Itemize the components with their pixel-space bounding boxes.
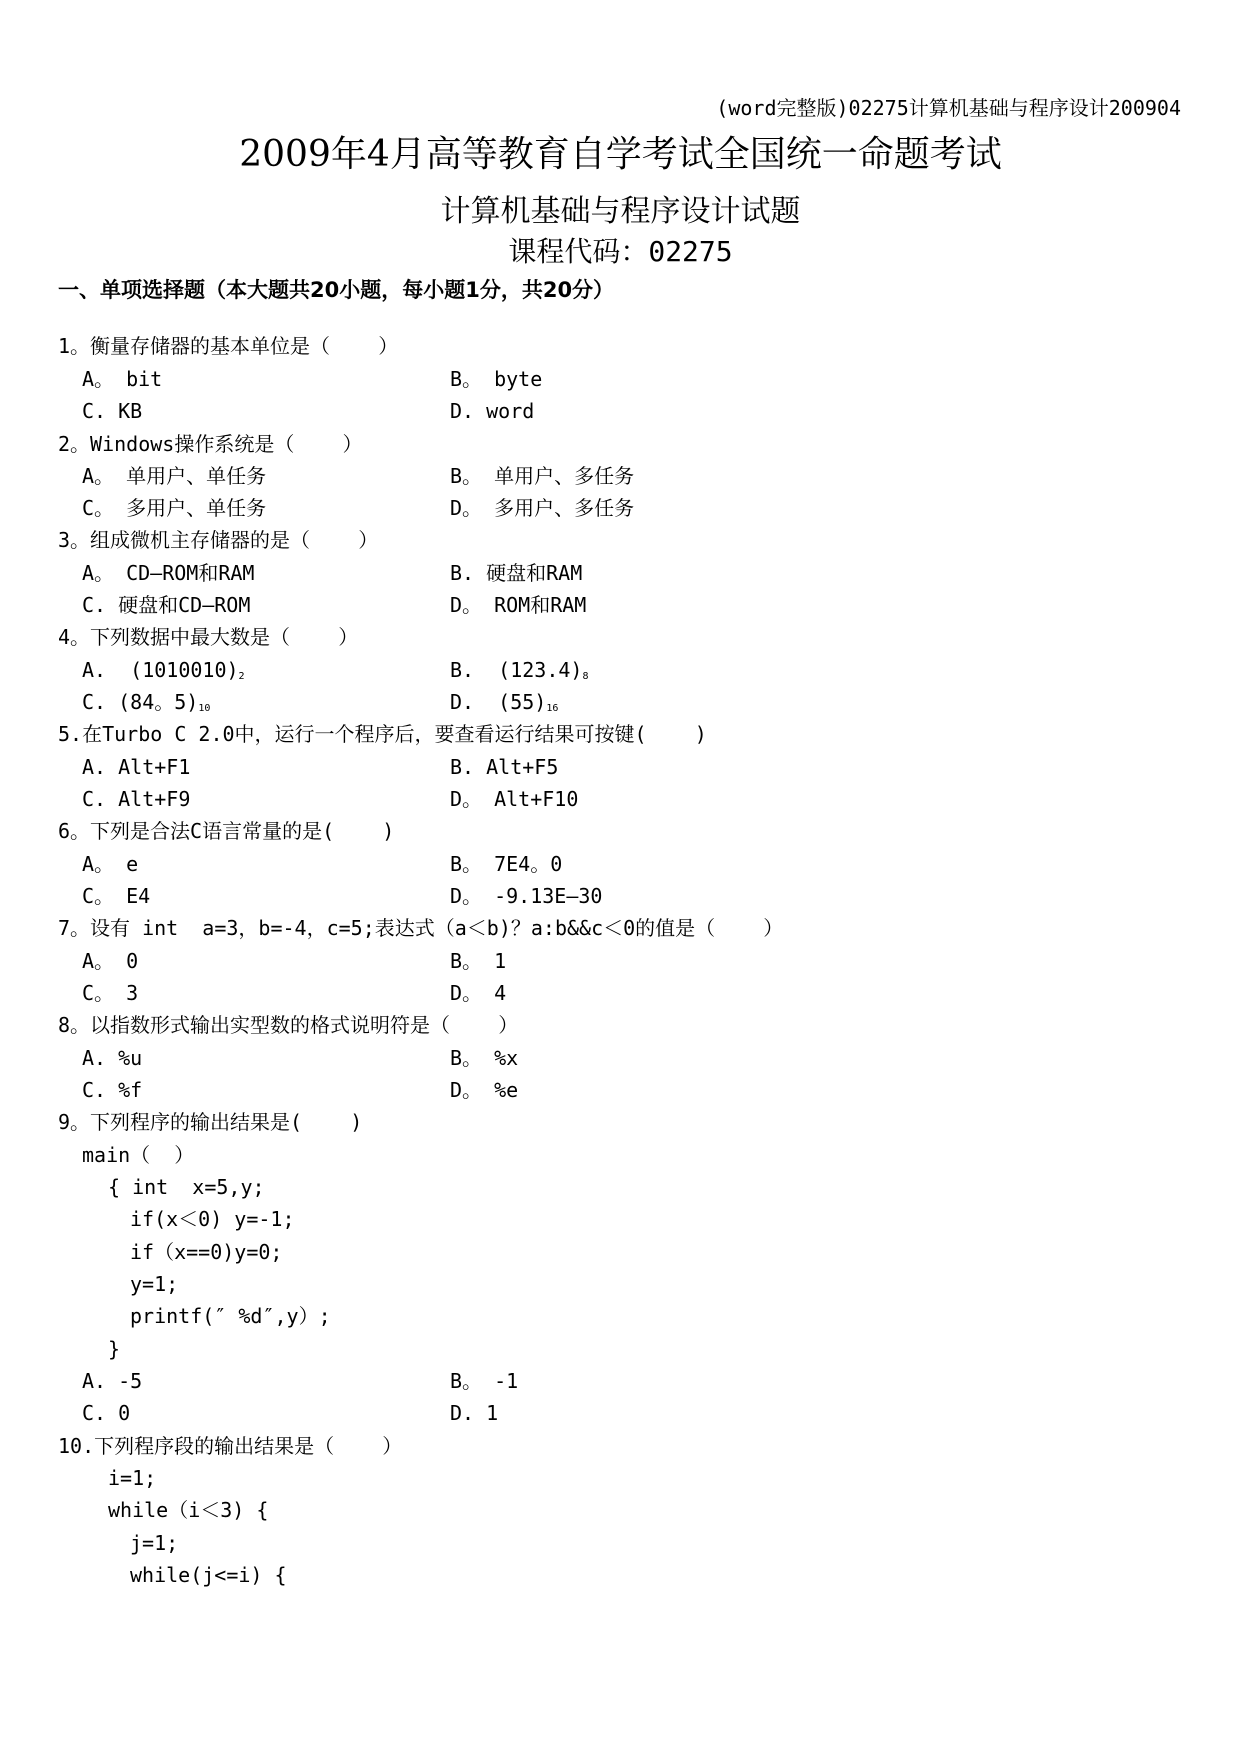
section-heading: 一、单项选择题（本大题共20小题，每小题1分，共20分） — [58, 278, 615, 302]
question-stem: 4。下列数据中最大数是（ ） — [58, 625, 359, 649]
option-b: B。 %x — [450, 1046, 519, 1070]
option-c: C。 E4 — [82, 884, 151, 908]
document-header-label: (word完整版)02275计算机基础与程序设计200904 — [716, 96, 1181, 120]
option-d-value: D. (55) — [450, 690, 547, 714]
option-d — [450, 692, 558, 714]
option-c: C. %f — [82, 1078, 143, 1102]
option-a-value: A. (1010010) — [82, 658, 239, 682]
option-d: D。 4 — [450, 981, 507, 1005]
question-stem: 5.在Turbo C 2.0中，运行一个程序后，要查看运行结果可按键( ) — [58, 722, 707, 746]
code-line: i=1; — [108, 1466, 157, 1490]
option-b: B。 7E4。0 — [450, 852, 563, 876]
option-a: A。 CD—ROM和RAM — [82, 561, 255, 585]
option-b: B. 硬盘和RAM — [450, 561, 583, 585]
subject-title: 计算机基础与程序设计试题 — [440, 194, 801, 229]
question-stem: 10.下列程序段的输出结果是（ ） — [58, 1434, 403, 1458]
option-a: A. -5 — [82, 1369, 143, 1393]
option-d: D。 Alt+F10 — [450, 787, 579, 811]
option-d: D。 %e — [450, 1078, 519, 1102]
base-subscript: 16 — [546, 703, 559, 714]
code-line: if(x＜0) y=-1; — [130, 1207, 295, 1231]
question-stem: 1。衡量存储器的基本单位是（ ） — [58, 334, 399, 358]
base-subscript: 2 — [238, 671, 245, 682]
option-d: D. word — [450, 399, 535, 423]
option-d: D。 -9.13E—30 — [450, 884, 603, 908]
code-line: printf(″ %d″,y）; — [130, 1304, 331, 1328]
option-c: C. 硬盘和CD—ROM — [82, 593, 251, 617]
course-code: 课程代码：02275 — [508, 235, 733, 268]
option-c: C。 3 — [82, 981, 139, 1005]
option-d: D。 ROM和RAM — [450, 593, 587, 617]
option-c — [82, 692, 210, 714]
option-b — [450, 660, 588, 682]
option-a: A。 单用户、单任务 — [82, 464, 267, 488]
option-b: B。 byte — [450, 367, 543, 391]
option-c: C. 0 — [82, 1401, 131, 1425]
code-line: { int x=5,y; — [108, 1175, 265, 1199]
code-line: y=1; — [130, 1272, 179, 1296]
base-subscript: 10 — [198, 703, 211, 714]
option-a: A。 bit — [82, 367, 163, 391]
base-subscript: 8 — [582, 671, 589, 682]
question-stem: 9。下列程序的输出结果是( ) — [58, 1110, 363, 1134]
option-b-value: B. (123.4) — [450, 658, 583, 682]
code-line: main（ ） — [82, 1143, 195, 1167]
question-stem: 8。以指数形式输出实型数的格式说明符是（ ） — [58, 1013, 519, 1037]
question-stem: 6。下列是合法C语言常量的是( ) — [58, 819, 395, 843]
option-a: A。 0 — [82, 949, 139, 973]
option-c-value: C. (84。5) — [82, 690, 199, 714]
code-line: } — [108, 1337, 121, 1361]
option-c: C. KB — [82, 399, 143, 423]
code-line: while(j<=i) { — [130, 1563, 287, 1587]
question-stem: 3。组成微机主存储器的是（ ） — [58, 528, 379, 552]
option-b: B. Alt+F5 — [450, 755, 559, 779]
option-c: C。 多用户、单任务 — [82, 496, 267, 520]
option-a: A. %u — [82, 1046, 143, 1070]
code-line: if（x==0)y=0; — [130, 1240, 283, 1264]
option-b: B。 1 — [450, 949, 507, 973]
option-a — [82, 660, 245, 682]
option-a: A。 e — [82, 852, 139, 876]
option-c: C. Alt+F9 — [82, 787, 191, 811]
option-b: B。 -1 — [450, 1369, 519, 1393]
code-line: while（i＜3) { — [108, 1498, 269, 1522]
option-a: A. Alt+F1 — [82, 755, 191, 779]
code-line: j=1; — [130, 1531, 179, 1555]
option-d: D。 多用户、多任务 — [450, 496, 635, 520]
option-d: D. 1 — [450, 1401, 499, 1425]
option-b: B。 单用户、多任务 — [450, 464, 635, 488]
question-stem: 7。设有 int a=3，b=-4，c=5;表达式（a＜b)？a:b&&c＜0的值是（ ） — [58, 916, 784, 940]
exam-title: 2009年4月高等教育自学考试全国统一命题考试 — [239, 134, 1002, 175]
question-stem: 2。Windows操作系统是（ ） — [58, 432, 363, 456]
